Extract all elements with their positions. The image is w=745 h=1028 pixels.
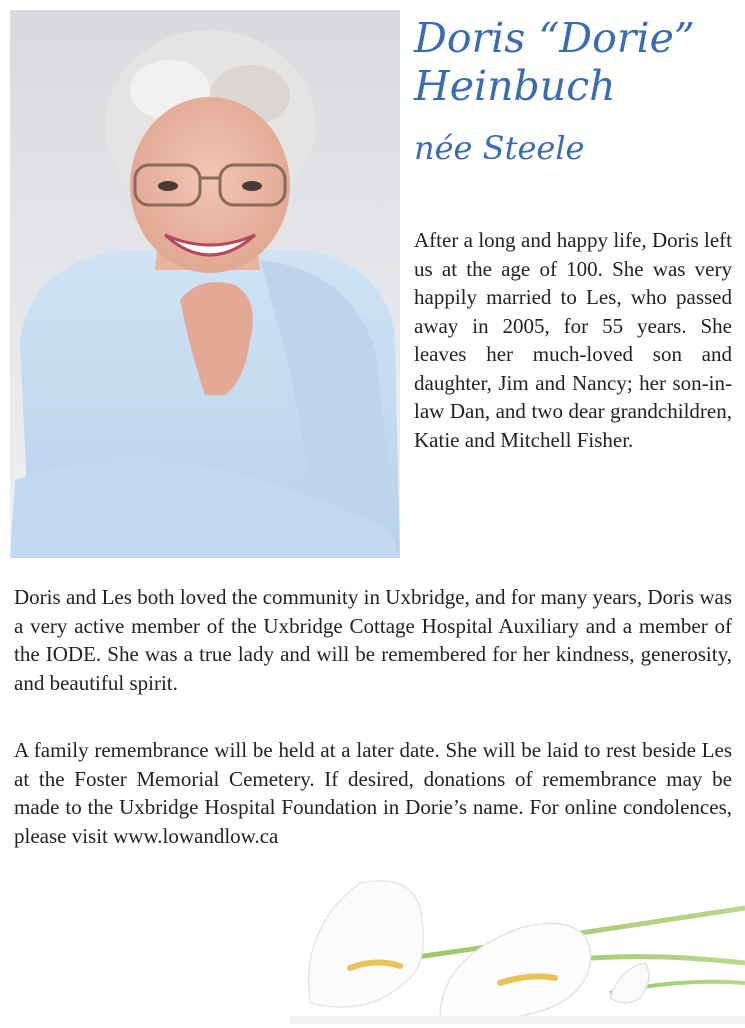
maiden-name: née Steele bbox=[414, 129, 585, 167]
name-line-1: Doris “Dorie” bbox=[414, 14, 695, 62]
intro-paragraph: After a long and happy life, Doris left us at the age of 100. She was very happily married to Les, who passed away in 2005, for 55 years. She leaves her much-loved son and daughter, Jim and Nancy; her son-in-law Dan, and two dear grandchildren, Katie and Mitchell Fisher. bbox=[414, 228, 732, 452]
service-paragraph: A family remembrance will be held at a later date. She will be laid to rest beside Les at the Foster Memorial Cemetery. If desired, donations of remembrance may be made to the Uxbridge Hospital Foundation in Dorie’s name. For online condolences, please visit www.lowandlow.ca bbox=[14, 738, 732, 848]
calla-lily-decoration bbox=[290, 868, 745, 1024]
obituary-heading bbox=[414, 14, 740, 168]
name-line-2: Heinbuch bbox=[414, 62, 616, 110]
deceased-name bbox=[414, 14, 740, 110]
portrait-photo bbox=[10, 10, 400, 558]
portrait-illustration bbox=[10, 10, 400, 558]
community-paragraph: Doris and Les both loved the community in Uxbridge, and for many years, Doris was a very active member of the Uxbridge Cottage Hospital Auxiliary and a member of the IODE. She was a true lady and will be remembered for her kindness, generosity, and beautiful spirit. bbox=[14, 585, 732, 695]
lily-illustration bbox=[290, 868, 745, 1024]
